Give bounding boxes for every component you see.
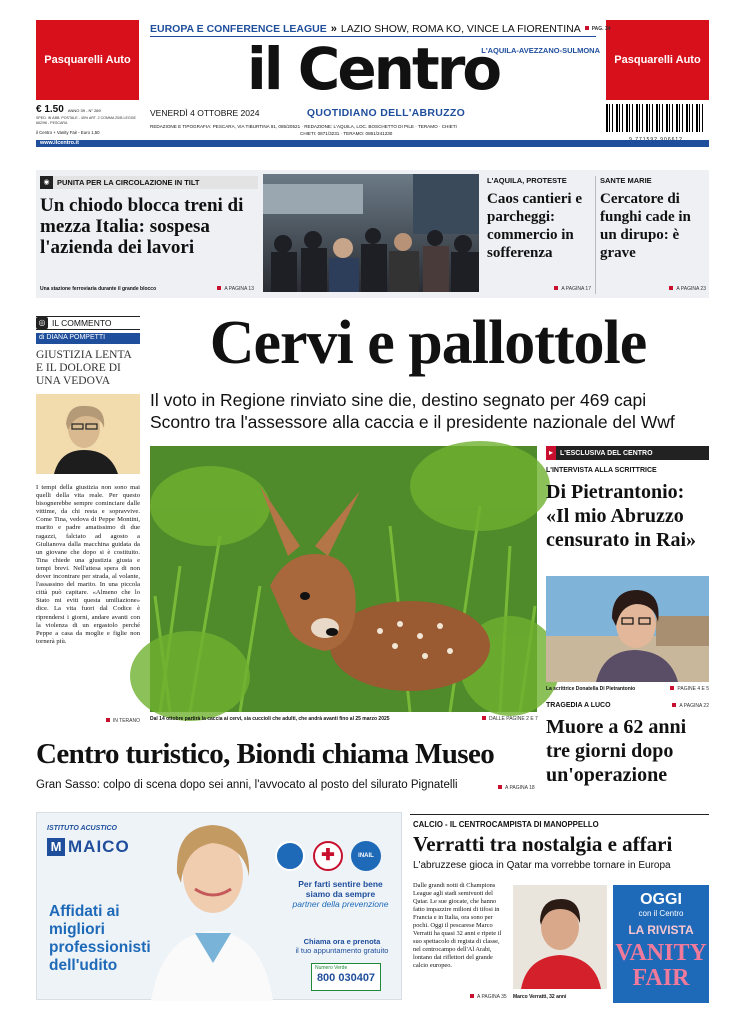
story-train-headline: Un chiodo blocca treni di mezza Italia: sospesa l'azienda dei lavori (40, 195, 244, 258)
barcode-bar (629, 104, 630, 132)
barcode-bar (616, 104, 618, 132)
barcode-bar (632, 104, 633, 132)
barcode (604, 104, 708, 138)
vanity-la-rivista: LA RIVISTA (628, 923, 694, 937)
portrait-photo-icon (36, 394, 140, 474)
museo-subhead: Gran Sasso: colpo di scena dopo sei anni, l'avvocato al posto del silurato Pignatelli (36, 779, 458, 791)
barcode-bar (672, 104, 673, 132)
museo-page: A PAGINA 18 (498, 785, 535, 791)
maico-m-icon: M (47, 838, 65, 856)
exclusive-label-bar (546, 446, 709, 460)
maico-phone[interactable]: 800 030407 (316, 972, 376, 984)
story-funghi-kicker: SANTE MARIE (600, 176, 652, 185)
barcode-bar (666, 104, 668, 132)
top-banner-label: EUROPA E CONFERENCE LEAGUE (150, 23, 327, 35)
author-portrait (36, 394, 140, 474)
author-photo (546, 576, 709, 682)
verratti-headline[interactable]: Verratti tra nostalgia e affari (413, 832, 673, 856)
luco-page: A PAGINA 22 (672, 703, 709, 709)
vanity-fair-promo[interactable] (613, 885, 709, 1003)
train-station-photo (263, 174, 479, 292)
story-cantieri[interactable] (487, 176, 591, 296)
main-subhead-2: Scontro tra l'assessore alla caccia e il presidente nazionale del Wwf (150, 412, 675, 432)
woman-photo-icon (147, 813, 277, 1001)
story-train[interactable] (40, 176, 258, 296)
fawn-photo (150, 446, 537, 712)
masthead-subtitle: QUOTIDIANO DELL'ABRUZZO (306, 107, 466, 119)
audio-icon: ◉ (40, 176, 53, 189)
verratti-caption: Marco Verratti, 32 anni (513, 994, 567, 1000)
maico-claim-3: partner della prevenzione (292, 899, 389, 909)
story-train-page: A PAGINA 13 (217, 286, 254, 292)
story-train-caption: Una stazione ferroviaria durante il grande blocco (40, 286, 157, 292)
verratti-kicker: CALCIO - IL CENTROCAMPISTA DI MANOPPELLO (413, 820, 599, 829)
section-rule (410, 814, 709, 815)
commento-label-bar (36, 316, 140, 330)
double-chevron-icon: » (330, 23, 337, 35)
barcode-bar (622, 104, 623, 132)
barcode-icon (604, 104, 708, 132)
museo-headline[interactable]: Centro turistico, Biondi chiama Museo (36, 738, 495, 770)
barcode-bar (692, 104, 693, 132)
main-caption: Dal 14 ottobre partirà la caccia ai cervi, sia cuccioli che adulti, che andrà avanti fino al 25 marzo 2025 (150, 716, 390, 722)
maico-phone-box[interactable] (311, 963, 381, 991)
commento-author: di DIANA POMPETTI (36, 333, 140, 344)
price: € 1.50 (36, 104, 64, 115)
divider (595, 176, 596, 294)
luco-headline: Muore a 62 anni tre giorni dopo un'operazione (546, 716, 687, 786)
maico-claim-1: Per farti sentire bene (298, 879, 383, 889)
date: VENERDÌ 4 OTTOBRE 2024 (150, 108, 260, 118)
maico-brand: MAICO (68, 837, 130, 856)
vanity-oggi: OGGI (640, 891, 682, 908)
maico-phone-label: Numero Verde (315, 965, 348, 971)
award-badge-icon (275, 841, 305, 871)
barcode-bar (662, 104, 663, 132)
maico-claim (283, 879, 398, 909)
ad-pasquarelli-right[interactable]: Pasquarelli Auto (606, 20, 709, 100)
writer-photo-icon (546, 576, 709, 682)
story-cantieri-kicker: L'AQUILA, PROTESTE (487, 176, 567, 185)
exclusive-label: L'ESCLUSIVA DEL CENTRO (560, 449, 653, 457)
chevron-right-icon: ▸ (546, 446, 556, 460)
target-icon: ◎ (36, 317, 48, 329)
maico-model-photo (147, 813, 277, 1001)
masthead-title: il Centro (246, 35, 500, 103)
barcode-bar (699, 104, 700, 132)
maico-logo (47, 837, 130, 857)
phones-line: CHIETI: 0871/3231 · TERAMO: 0861/241230 (300, 131, 393, 136)
price-box (36, 104, 146, 135)
commento-body: I tempi della giustizia non sono mai quelli della vita reale. Per questo bisognerebbe sempre cominciare dalle vittime, da chi resta e sopravvive. Come Tina, vedova di Peppe Montini, marito e padre amatissimo di due ragazzi, falciato ad agosto a Giulianova dalla macchina guidata da un giovane che dopo si è costituito. Tina chiede una giustizia giusta e tempi brevi. Nell'attesa spera di non dover incontrare per strada, al volante, l'assassino del marito. In una piccola città può capitare. «Almeno che lo Stato mi eviti questa umiliazione» dice. La vita fuori dal Codice è riprendersi i giorni, andare avanti con la violenza di un ergastolo perché Peppe a casa da moglie e figlie non tornerà più. (36, 484, 140, 645)
maico-brand-top: ISTITUTO ACUSTICO (47, 825, 117, 832)
story-funghi-page: A PAGINA 23 (669, 286, 706, 292)
maico-ad[interactable] (36, 812, 402, 1000)
commento-column[interactable] (36, 316, 140, 728)
barcode-bar (686, 104, 688, 132)
verratti-subhead: L'abruzzese gioca in Qatar ma vorrebbe tornare in Europa (413, 860, 671, 871)
story-train-kicker: PUNITA PER LA CIRCOLAZIONE IN TILT (57, 178, 200, 187)
barcode-bar (639, 104, 640, 132)
top-banner-page: PAG. 34 (585, 26, 611, 32)
postal-note: SPED. IN ABB. POSTALE - 45% ART. 2 COMMA 20/B LEGGE 662/96 - PESCARA (36, 116, 136, 125)
main-subhead-1: Il voto in Regione rinviato sine die, destino segnato per 469 capi (150, 390, 647, 410)
ad-pasquarelli-left[interactable]: Pasquarelli Auto (36, 20, 139, 100)
vanity-with: con il Centro (638, 909, 684, 918)
story-train-kicker-bar (40, 176, 258, 189)
commento-page: IN TERANO (106, 718, 140, 724)
maico-badges (275, 841, 381, 871)
exclusive-caption: La scrittrice Donatella Di Pietrantonio (546, 686, 636, 692)
barcode-bar (646, 104, 648, 132)
story-cantieri-page: A PAGINA 17 (554, 286, 591, 292)
barcode-bar (669, 104, 670, 132)
barcode-bar (606, 104, 608, 132)
fawn-photo-icon (150, 446, 537, 712)
maico-claim-2: siamo da sempre (305, 889, 376, 899)
barcode-bar (679, 104, 680, 132)
commento-label: IL COMMENTO (52, 318, 112, 328)
barcode-bar (636, 104, 638, 132)
exclusive-kicker: L'INTERVISTA ALLA SCRITTRICE (546, 467, 657, 474)
barcode-bar (612, 104, 613, 132)
maico-cta-1: Chiama ora e prenota (303, 937, 381, 946)
combo-price: il Centro + Vanity Fair - Euro 1,50 (36, 130, 100, 135)
barcode-bar (649, 104, 650, 132)
barcode-bar (656, 104, 658, 132)
website-bar[interactable] (36, 140, 709, 147)
year-number: ANNO 39 - N° 269 (67, 108, 101, 113)
top-banner-sub: LAZIO SHOW, ROMA KO, VINCE LA FIORENTINA (340, 23, 581, 35)
vanity-title: VANITY FAIR (615, 940, 707, 991)
maico-slogan: Affidati ai migliori professionisti dell'udito (49, 903, 151, 974)
maico-cta (287, 937, 397, 955)
barcode-bar (682, 104, 683, 132)
story-funghi-headline: Cercatore di funghi cade in un dirupo: è grave (600, 191, 691, 261)
barcode-bar (676, 104, 678, 132)
cross-badge-icon: ✚ (313, 841, 343, 871)
maico-cta-2: il tuo appuntamento gratuito (295, 946, 389, 955)
exclusive-column[interactable] (546, 446, 709, 696)
exclusive-headline: Di Pietrantonio: «Il mio Abruzzo censurato in Rai» (546, 481, 696, 551)
story-cantieri-headline: Caos cantieri e parcheggi: commercio in sofferenza (487, 191, 582, 261)
verratti-page: A PAGINA 35 (470, 994, 507, 1000)
address-line: REDAZIONE E TIPOGRAFIA: PESCARA, VIA TIBURTINA 91, 085/20521 · REDAZIONE: L'AQUILA, LOC. BOSCHETTO DI PILE · TERAMO · CHIETI (150, 124, 457, 129)
commento-title: GIUSTIZIA LENTA E IL DOLORE DI UNA VEDOVA (36, 349, 132, 387)
barcode-bar (642, 104, 643, 132)
main-headline[interactable]: Cervi e pallottole (209, 309, 647, 377)
barcode-bar (619, 104, 620, 132)
barcode-bar (626, 104, 628, 132)
masthead-cities: L'AQUILA-AVEZZANO-SULMONA (481, 46, 600, 55)
barcode-bar (696, 104, 698, 132)
website[interactable]: www.ilcentro.it (40, 140, 79, 146)
story-funghi[interactable] (600, 176, 706, 296)
verratti-photo (513, 885, 607, 989)
inail-badge: INAIL (351, 841, 381, 871)
barcode-bar (652, 104, 653, 132)
main-page: DALLE PAGINE 2 E 7 (482, 716, 538, 722)
exclusive-page: PAGINE 4 E 5 (670, 686, 709, 692)
player-photo-icon (513, 885, 607, 989)
barcode-bar (702, 104, 703, 132)
luco-story[interactable] (546, 702, 709, 802)
verratti-body: Dalle grandi notti di Champions League agli stadi semivuoti del Qatar. Le sue giocate, che hanno fatto impazzire milioni di tifosi in Francia e in Italia, ora sono per pochi. Oggi il pescarese Marco Verratti ha quasi 32 anni e ripete il suo spettacolo di regista di classe, nel centrocampo dell'Al Arabi, lontano dai riflettori del grande calcio europeo. (413, 882, 502, 969)
luco-kicker: TRAGEDIA A LUCO (546, 702, 611, 709)
barcode-bar (609, 104, 610, 132)
barcode-bar (659, 104, 660, 132)
barcode-bar (689, 104, 690, 132)
crowd-photo-icon (263, 174, 479, 292)
